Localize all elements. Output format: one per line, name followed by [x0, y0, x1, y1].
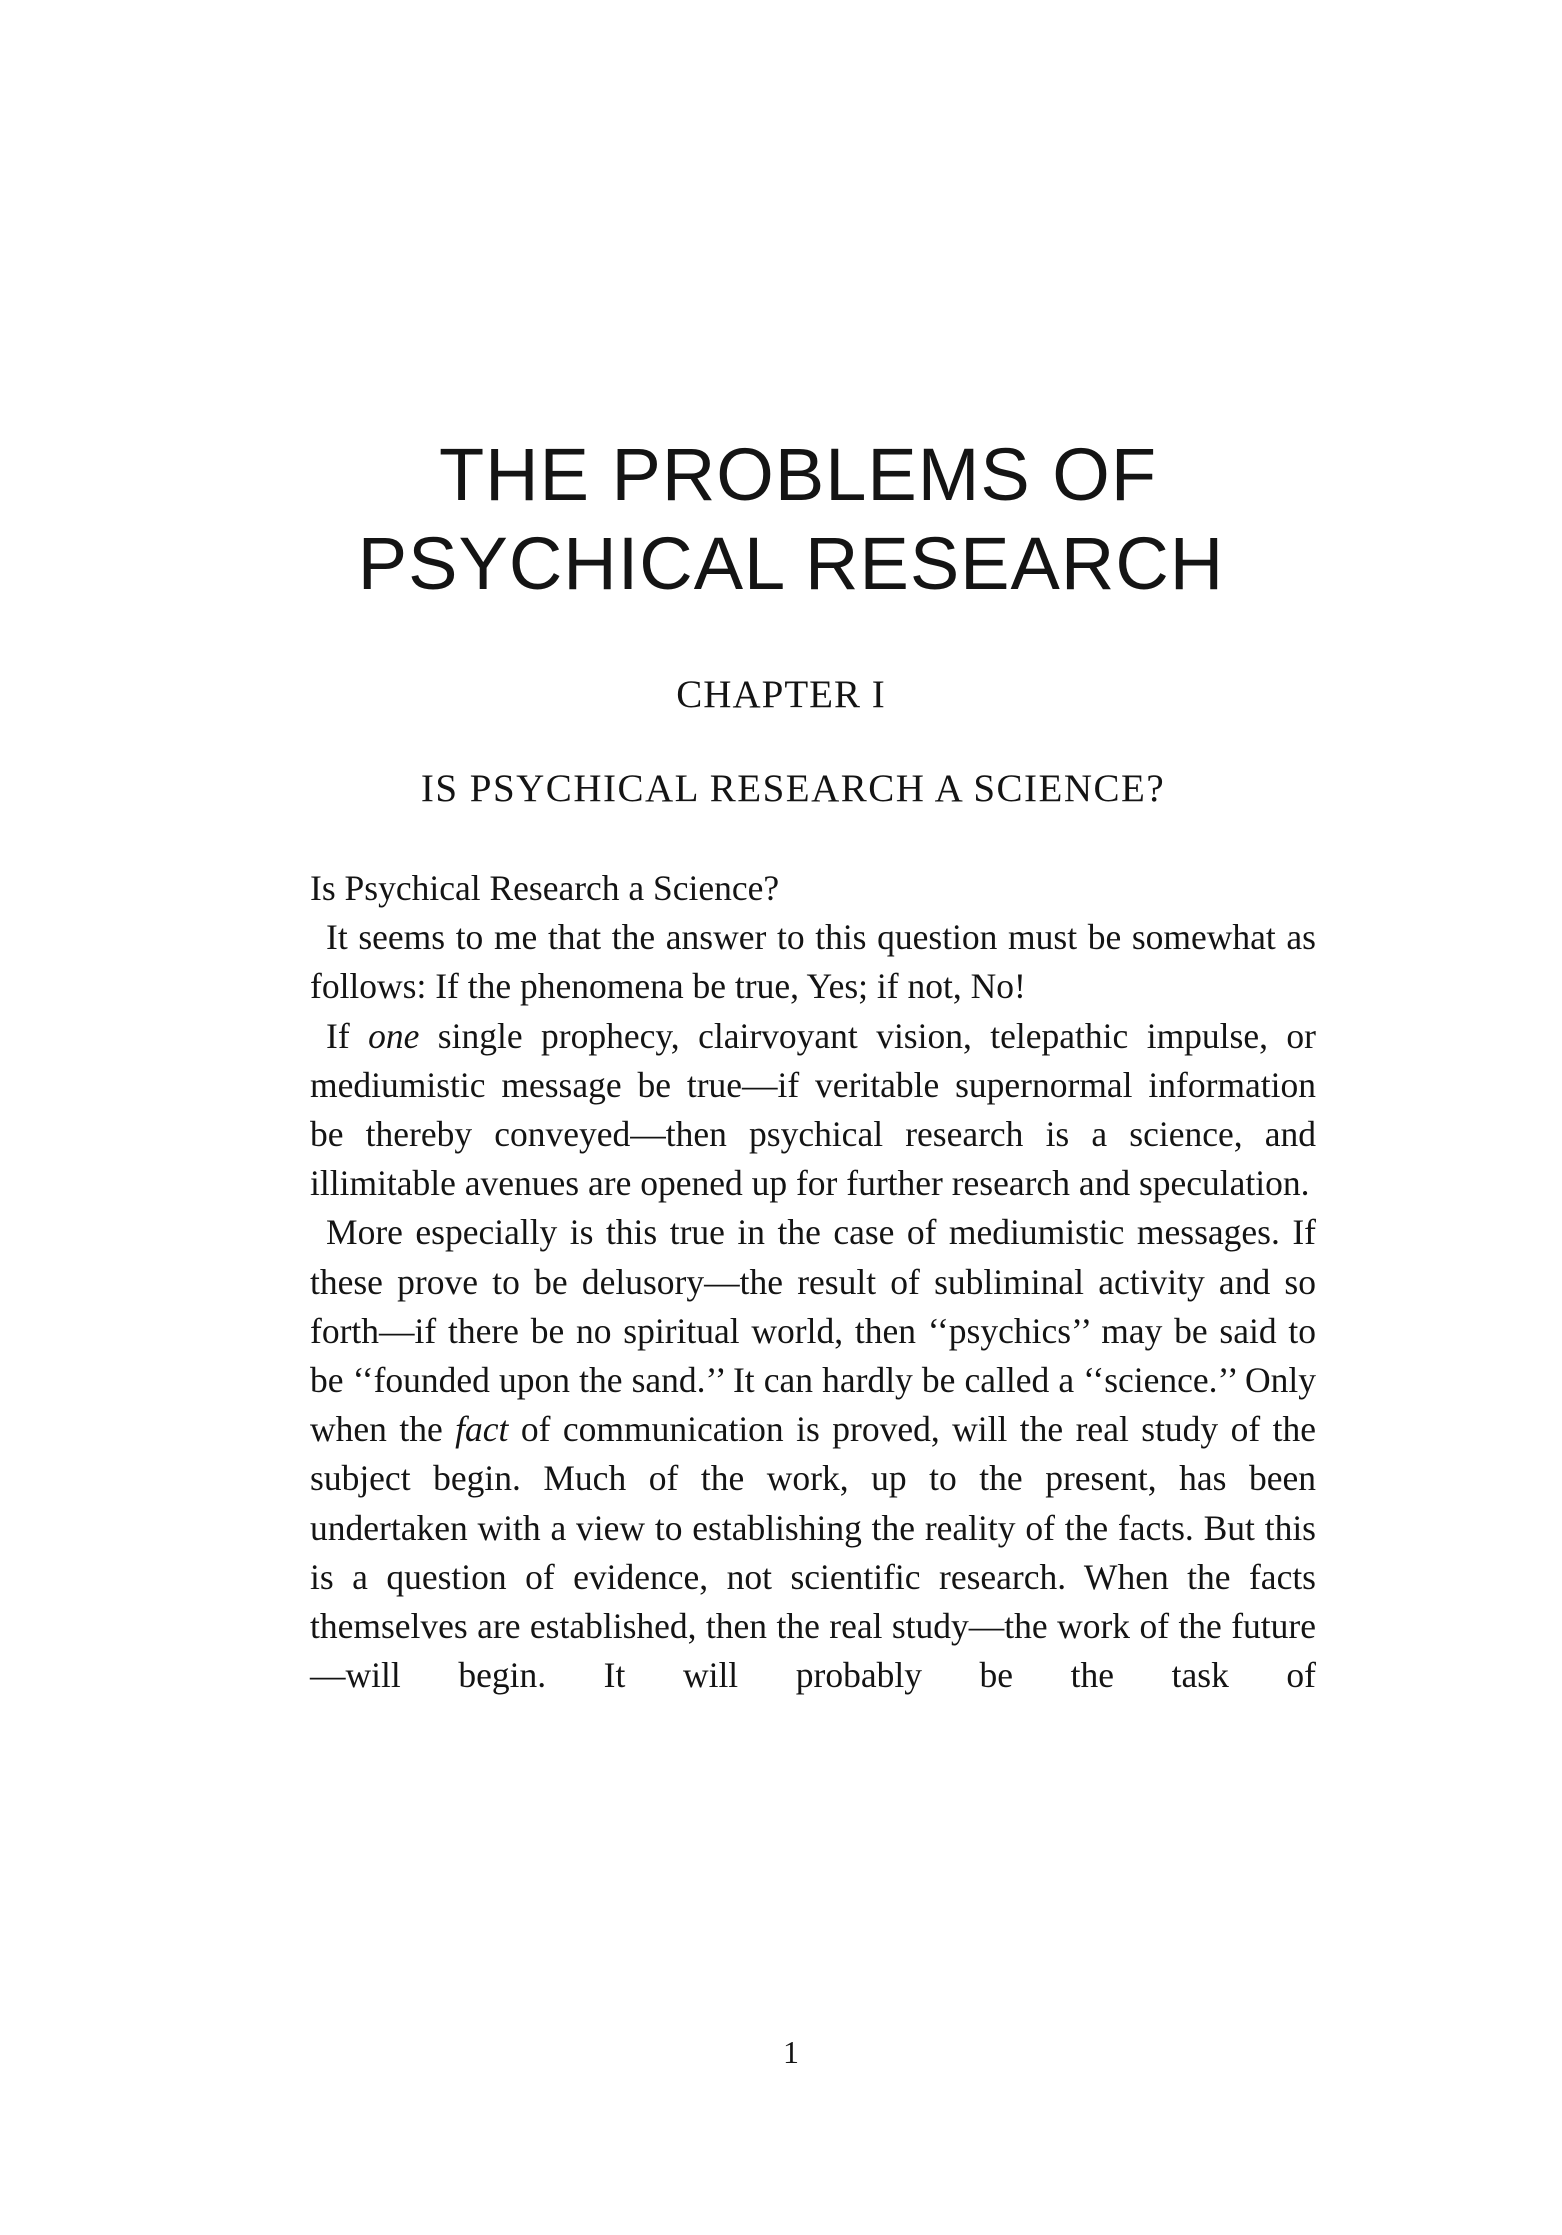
- paragraph-3-emphasis: one: [368, 1015, 420, 1056]
- book-title-line-2: PSYCHICAL RESEARCH: [357, 522, 1225, 605]
- paragraph-1: Is Psychical Research a Science?: [310, 868, 780, 908]
- body-text: [310, 864, 1316, 1700]
- paragraph-4-emphasis: fact: [455, 1409, 509, 1450]
- book-title-line-1: THE PROBLEMS OF: [438, 433, 1158, 516]
- paragraph-2: It seems to me that the answer to this question must be somewhat as follows: If the phenomena be true, Yes; if not, No!: [310, 917, 1316, 1007]
- paragraph-3-start: If: [326, 1015, 369, 1056]
- paragraph-4-rest: of communication is proved, will the real study of the subject begin. Much of the work, up to the present, has been undertaken with a view to establishing the reality of the facts. But this is a question of evidence, not scientific research. When the facts themselves are established, then the real study—the work of the future—will begin. It will probably be the task of: [310, 1409, 1317, 1696]
- paragraph-4: [310, 1208, 1316, 1700]
- chapter-title: IS PSYCHICAL RESEARCH A SCIENCE?: [420, 767, 1166, 810]
- paragraph-3-rest: single prophecy, clairvoyant vision, telepathic impulse, or mediumistic message be true—if veritable supernormal information be thereby conveyed—then psychical research is a science, and illimitable avenues are opened up for further research and speculation.: [310, 1015, 1316, 1204]
- paragraph-4-start: More especially is this true in the case of mediumistic messages. If these prove to be delusory—the result of subliminal activity and so forth—if there be no spiritual world, then ‘‘psychics’’ may be said to be ‘‘founded upon the sand.’’ It can hardly be called a ‘‘science.’’ Only when the: [310, 1212, 1316, 1450]
- page-number: 1: [783, 2034, 799, 2070]
- paragraph-3: [310, 1012, 1316, 1209]
- chapter-label: CHAPTER I: [676, 673, 886, 716]
